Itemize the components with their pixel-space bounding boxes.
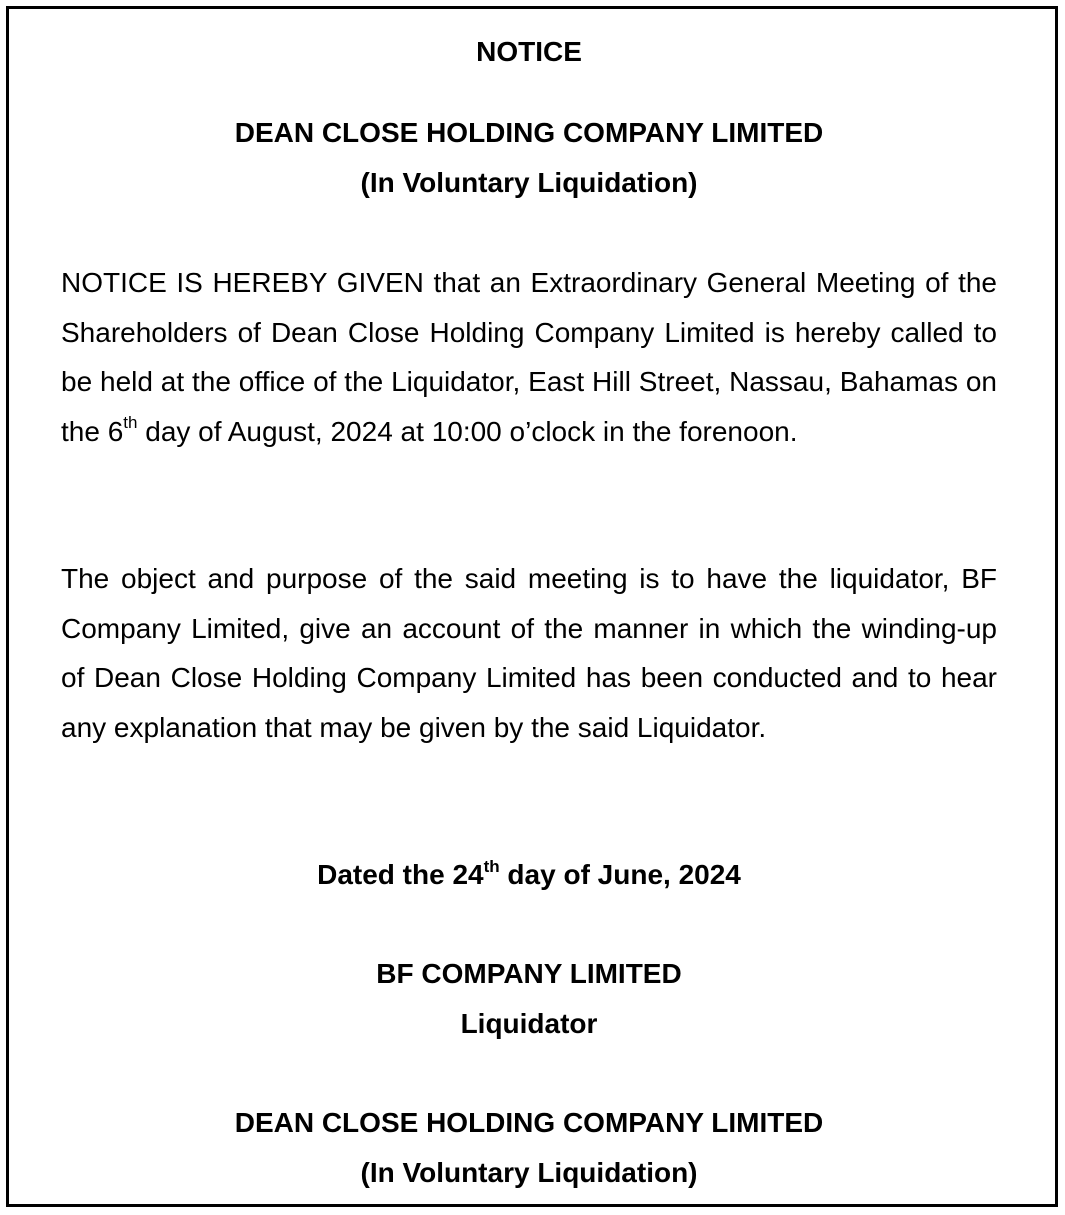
dated-line (61, 850, 997, 900)
meeting-paragraph-text: NOTICE IS HEREBY GIVEN that an Extraordinary General Meeting of the Shareholders of Dean Close Holding Company Limited is hereby called to be held at the office of the Liquidator, East Hill Street, Nassau, Bahamas on the 6 (61, 267, 997, 447)
meeting-paragraph (61, 258, 997, 456)
footer-liquidation-status: (In Voluntary Liquidation) (360, 1157, 698, 1188)
company-name: DEAN CLOSE HOLDING COMPANY LIMITED (234, 117, 824, 148)
purpose-paragraph: The object and purpose of the said meeting is to have the liquidator, BF Company Limited, give an account of the manner in which the winding-up of Dean Close Holding Company Limited has been conducted and to hear any explanation that may be given by the said Liquidator. (61, 563, 997, 743)
signatory-role: Liquidator (460, 1008, 598, 1039)
footer-company-name: DEAN CLOSE HOLDING COMPANY LIMITED (234, 1107, 824, 1138)
notice-heading: NOTICE (476, 36, 582, 67)
liquidation-status: (In Voluntary Liquidation) (360, 167, 698, 198)
dated-text-end: day of June, 2024 (499, 859, 741, 890)
meeting-paragraph-text-end: day of August, 2024 at 10:00 o’clock in the forenoon. (137, 415, 798, 447)
dated-suffix: th (483, 856, 500, 876)
dated-text: Dated the 24 (317, 859, 484, 890)
signatory-name: BF COMPANY LIMITED (376, 958, 682, 989)
meeting-date-suffix: th (123, 413, 138, 433)
